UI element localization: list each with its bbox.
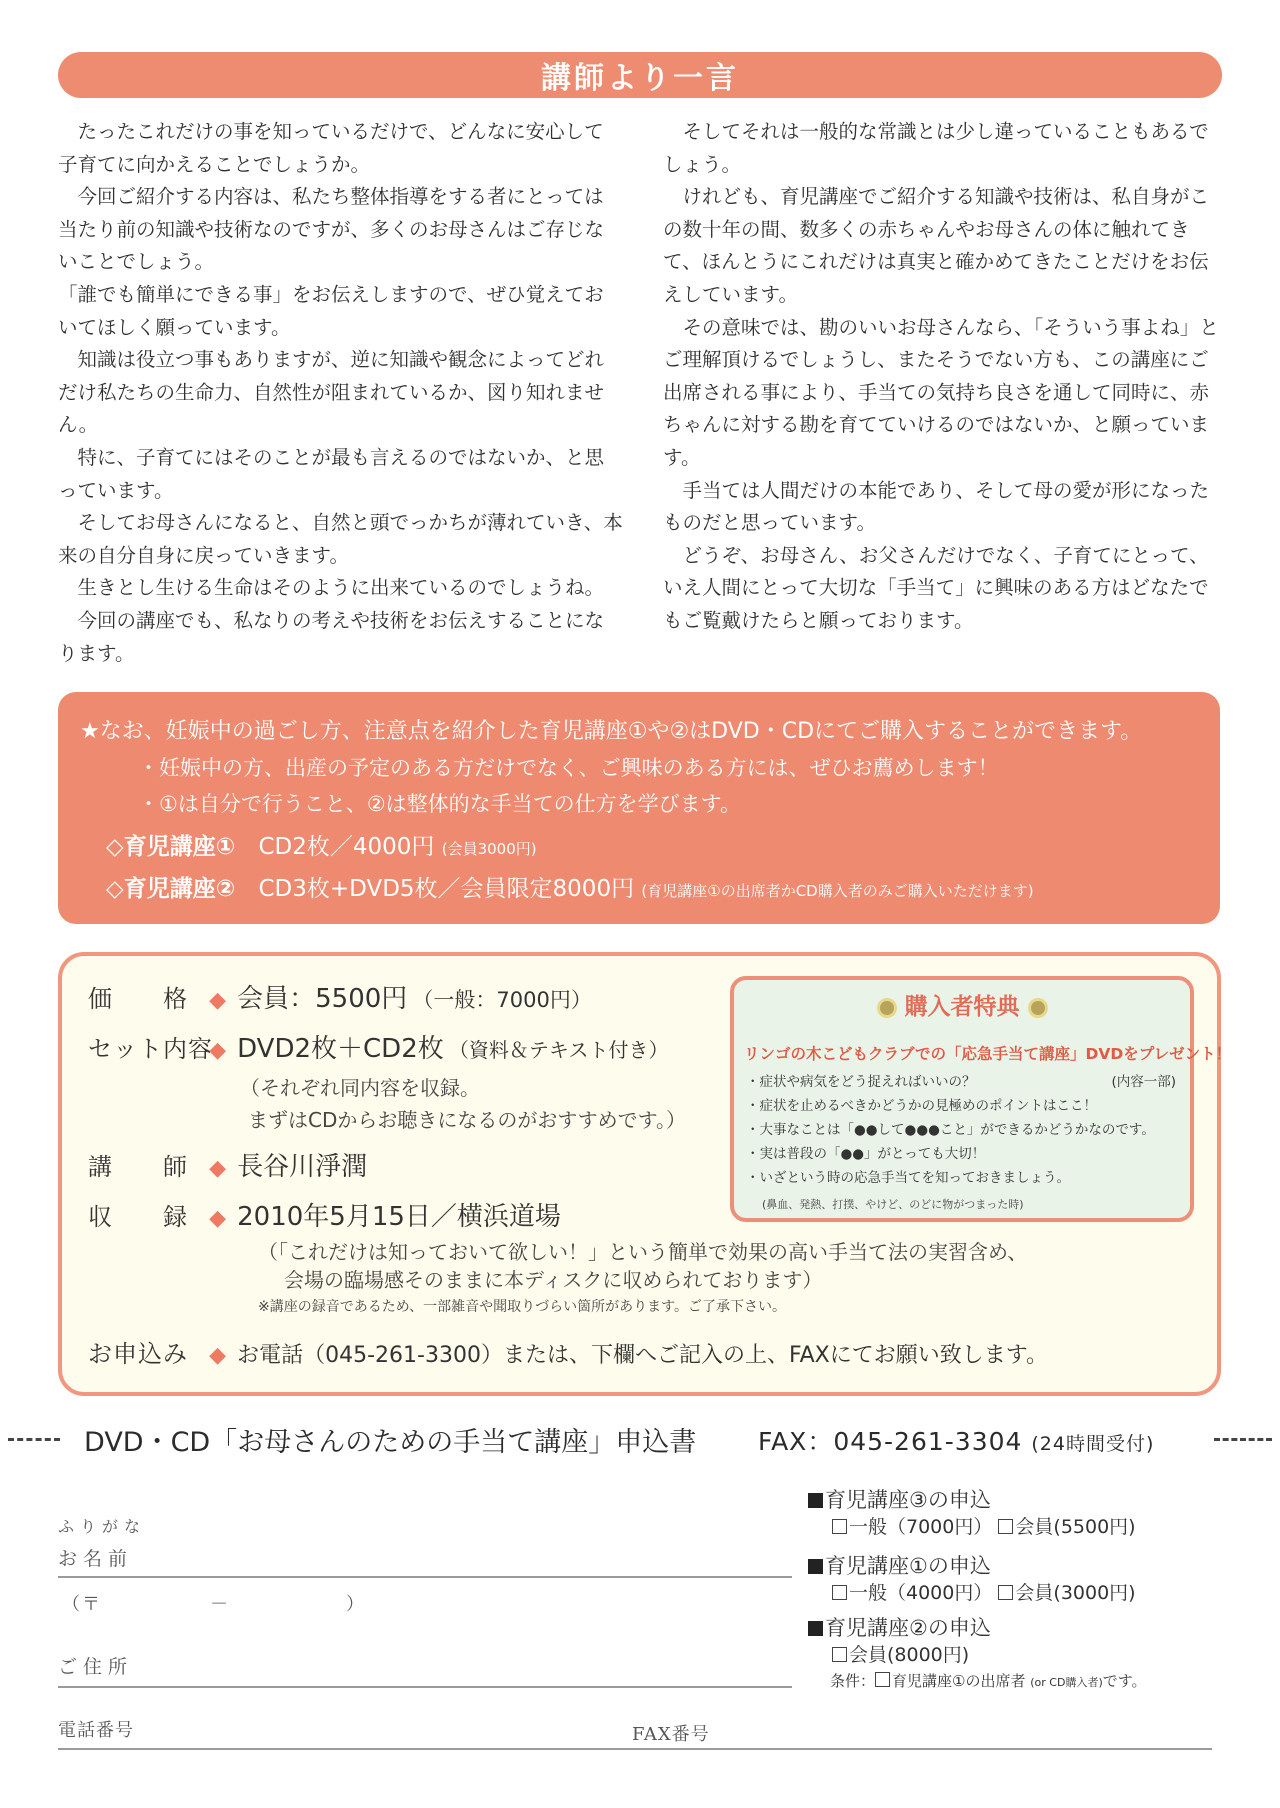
intro-left-column <box>58 116 623 670</box>
apply-course3-heading <box>808 1484 991 1514</box>
diamond-icon: ◆ <box>209 1156 227 1181</box>
intro-paragraph: 特に、子育てにはそのことが最も言えるのではないか、と思っています。 <box>58 445 605 502</box>
diamond-icon: ◆ <box>209 1206 227 1231</box>
benefit-note: (内容一部) <box>1111 1074 1176 1090</box>
product-info-box <box>58 952 1232 1396</box>
teacher-value: 長谷川淨潤 <box>237 1152 368 1182</box>
intro-right-column <box>663 116 1228 638</box>
diamond-icon: ◆ <box>209 988 227 1013</box>
intro-paragraph: 手当ては人間だけの本能であり、そして母の愛が形になったものだと思っています。 <box>663 478 1210 535</box>
intro-paragraph: けれども、育児講座でご紹介する知識や技術は、私自身がこの数十年の間、数多くの赤ちゃんやお母さんの体に触れてきて、ほんとうにこれだけは真実と確かめてきたことだけをお伝えしています。 <box>663 185 1210 306</box>
checkbox-general[interactable] <box>832 1585 847 1600</box>
phone-label: 電話番号 <box>58 1720 134 1741</box>
bullet-dot-icon <box>1028 998 1048 1018</box>
set-label: セット内容 <box>88 1035 213 1063</box>
benefit-item: ・大事なことは「●●して●●●こと」ができるかどうかなのです。 <box>746 1122 1155 1138</box>
diamond-icon: ◆ <box>209 1038 227 1063</box>
course-2-detail: CD3枚+DVD5枚／会員限定8000円 <box>258 876 635 902</box>
apply-course3-options <box>832 1512 1136 1539</box>
apply-course2-options <box>832 1640 969 1667</box>
checkbox-general[interactable] <box>832 1519 847 1534</box>
intro-paragraph: 今回ご紹介する内容は、私たち整体指導をする者にとっては当たり前の知識や技術なのですが、多くのお母さんはご存じないことでしょう。 <box>58 185 605 274</box>
set-row <box>88 1028 668 1065</box>
recording-label: 収 録 <box>88 1203 188 1231</box>
intro-paragraph: どうぞ、お母さん、お父さんだけでなく、子育てにとって、いえ人間にとって大切な「手当て」に興味のある方はどなたでもご覧戴けたらと願っております。 <box>663 543 1209 632</box>
benefit-item: ・実は普段の「●●」がとっても大切！ <box>746 1146 986 1162</box>
set-sub: （それぞれ同内容を収録。 <box>240 1076 480 1100</box>
set-note: （資料＆テキスト付き） <box>448 1038 669 1062</box>
teacher-row <box>88 1146 367 1183</box>
price-note: （一般：7000円） <box>412 988 592 1012</box>
condition-small: (or CD購入者) <box>1030 1676 1103 1689</box>
divider <box>8 1438 60 1441</box>
benefit-item: ・いざという時の応急手当てを知っておきましょう。 <box>746 1170 1070 1186</box>
recording-sub: （「これだけは知っておいて欲しい！」という簡単で効果の高い手当て法の実習含め、 <box>258 1240 1028 1264</box>
teacher-label: 講 師 <box>88 1153 188 1181</box>
apply-course3-label: 育児講座③の申込 <box>825 1488 991 1512</box>
name-field[interactable] <box>58 1576 792 1578</box>
course-1-name: ◇育児講座① <box>106 834 236 860</box>
purchase-benefit-box <box>730 976 1232 1222</box>
benefit-item: ・症状を止めるべきかどうかの見極めのポイントはここ！ <box>746 1098 1097 1114</box>
name-label: お名前 <box>58 1548 134 1570</box>
notice-bullet: ・①は自分で行うこと、②は整体的な手当ての仕方を学びます。 <box>138 792 741 816</box>
address-field[interactable] <box>58 1686 792 1688</box>
apply-course2-heading <box>808 1612 991 1642</box>
notice-headline: ★なお、妊娠中の過ごし方、注意点を紹介した育児講座①や②はDVD・CDにてご購入することができます。 <box>80 719 1143 744</box>
benefit-headline: リンゴの木こどもクラブでの「応急手当て講座」DVDをプレゼント！ <box>744 1045 1232 1063</box>
course-1-detail: CD2枚／4000円 <box>258 834 435 860</box>
intro-paragraph: 「誰でも簡単にできる事」をお伝えしますので、ぜひ覚えておいてほしく願っています。 <box>58 282 604 339</box>
apply-value: お電話（045-261-3300）または、下欄へご記入の上、FAXにてお願い致します。 <box>237 1343 1048 1368</box>
bullet-dot-icon <box>877 998 897 1018</box>
zip-close: ） <box>346 1594 370 1615</box>
price-label: 価 格 <box>88 985 188 1013</box>
condition-suffix: です。 <box>1102 1672 1147 1690</box>
square-bullet-icon <box>808 1493 823 1508</box>
intro-paragraph: 今回の講座でも、私なりの考えや技術をお伝えすることになります。 <box>58 608 605 665</box>
apply-course1-heading <box>808 1550 991 1580</box>
price-row <box>88 978 592 1015</box>
benefit-title: 購入者特典 <box>904 994 1020 1020</box>
apply-course1-options <box>832 1578 1136 1605</box>
apply-condition <box>830 1670 1147 1691</box>
option-label: 一般（7000円） <box>849 1516 993 1538</box>
diamond-icon: ◆ <box>209 1343 227 1368</box>
notice-bullet: ・妊娠中の方、出産の予定のある方だけでなく、ご興味のある方には、ぜひお薦めします！ <box>138 756 999 780</box>
zip-open: （〒 <box>62 1594 102 1615</box>
set-sub: まずはCDからお聴きになるのがおすすめです。） <box>248 1108 686 1132</box>
course-2-offer <box>106 870 1034 903</box>
intro-paragraph: 知識は役立つ事もありますが、逆に知識や観念によってどれだけ私たちの生命力、自然性が阻まれているか、図り知れません。 <box>58 348 605 437</box>
option-label: 会員(5500円) <box>1015 1516 1136 1538</box>
course-1-note: (会員3000円) <box>441 840 537 858</box>
course-2-note: (育児講座①の出席者かCD購入者のみご購入いただけます) <box>641 882 1034 900</box>
course-1-offer <box>106 828 537 861</box>
apply-label: お申込み <box>88 1340 188 1368</box>
recording-disclaimer: ※講座の録音であるため、一部雑音や聞取りづらい箇所があります。ご了承下さい。 <box>258 1299 787 1315</box>
intro-paragraph: そしてお母さんになると、自然と頭でっかちが薄れていき、本来の自分自身に戻っていきます。 <box>58 511 623 567</box>
condition-prefix: 条件： <box>830 1672 876 1690</box>
square-bullet-icon <box>808 1559 823 1574</box>
zip-dash: － <box>210 1594 234 1615</box>
checkbox-member[interactable] <box>832 1647 847 1662</box>
form-header <box>0 1418 1280 1458</box>
section-banner <box>58 52 1222 98</box>
benefit-item: ・症状や病気をどう捉えればいいの？ <box>746 1074 976 1090</box>
address-label: ご住所 <box>58 1656 134 1678</box>
furigana-label: ふりがな <box>58 1517 147 1536</box>
fax-number: FAX：045-261-3304 <box>758 1427 1023 1456</box>
intro-paragraph: 生きとし生ける生命はそのように出来ているのでしょうね。 <box>77 576 605 600</box>
option-label: 会員(3000円) <box>1015 1582 1136 1604</box>
apply-course1-label: 育児講座①の申込 <box>825 1554 991 1578</box>
set-value: DVD2枚＋CD2枚 <box>237 1034 444 1064</box>
recording-value: 2010年5月15日／横浜道場 <box>237 1202 561 1232</box>
benefit-title-row <box>734 988 1190 1021</box>
checkbox-member[interactable] <box>998 1585 1013 1600</box>
apply-course2-label: 育児講座②の申込 <box>825 1616 991 1640</box>
dvd-notice-box <box>58 692 1220 924</box>
course-2-name: ◇育児講座② <box>106 876 236 902</box>
intro-paragraph: そしてそれは一般的な常識とは少し違っていることもあるでしょう。 <box>663 120 1209 176</box>
divider <box>1214 1438 1272 1441</box>
price-value: 会員：5500円 <box>237 984 408 1014</box>
checkbox-member[interactable] <box>998 1519 1013 1534</box>
square-bullet-icon <box>808 1621 823 1636</box>
fax-label: FAX番号 <box>632 1724 710 1745</box>
intro-paragraph: たったこれだけの事を知っているだけで、どんなに安心して子育てに向かえることでしょうか。 <box>58 120 604 176</box>
form-fax <box>758 1422 1154 1458</box>
fax-note: (24時間受付) <box>1031 1433 1155 1455</box>
recording-row <box>88 1196 561 1233</box>
phone-fax-field[interactable] <box>58 1748 1212 1750</box>
condition-text: 育児講座①の出席者 <box>892 1672 1026 1690</box>
apply-row <box>88 1334 1048 1369</box>
form-title: DVD・CD「お母さんのための手当て講座」申込書 <box>84 1427 697 1458</box>
checkbox-condition[interactable] <box>875 1672 890 1687</box>
option-label: 一般（4000円） <box>849 1582 993 1604</box>
option-label: 会員(8000円) <box>849 1644 970 1666</box>
intro-paragraph: その意味では、勘のいいお母さんなら、「そういう事よね」とご理解頂けるでしょうし、またそうでない方も、この講座にご出席される事により、手当ての気持ち良さを通して同時に、赤ちゃんに対する勘を育てていけるのではないか、と願っています。 <box>663 315 1219 469</box>
benefit-item-sub: (鼻血、発熱、打撲、やけど、のどに物がつまった時) <box>762 1198 1024 1211</box>
banner-title: 講師より一言 <box>541 61 739 96</box>
recording-sub: 会場の臨場感そのままに本ディスクに収められております） <box>284 1268 823 1292</box>
